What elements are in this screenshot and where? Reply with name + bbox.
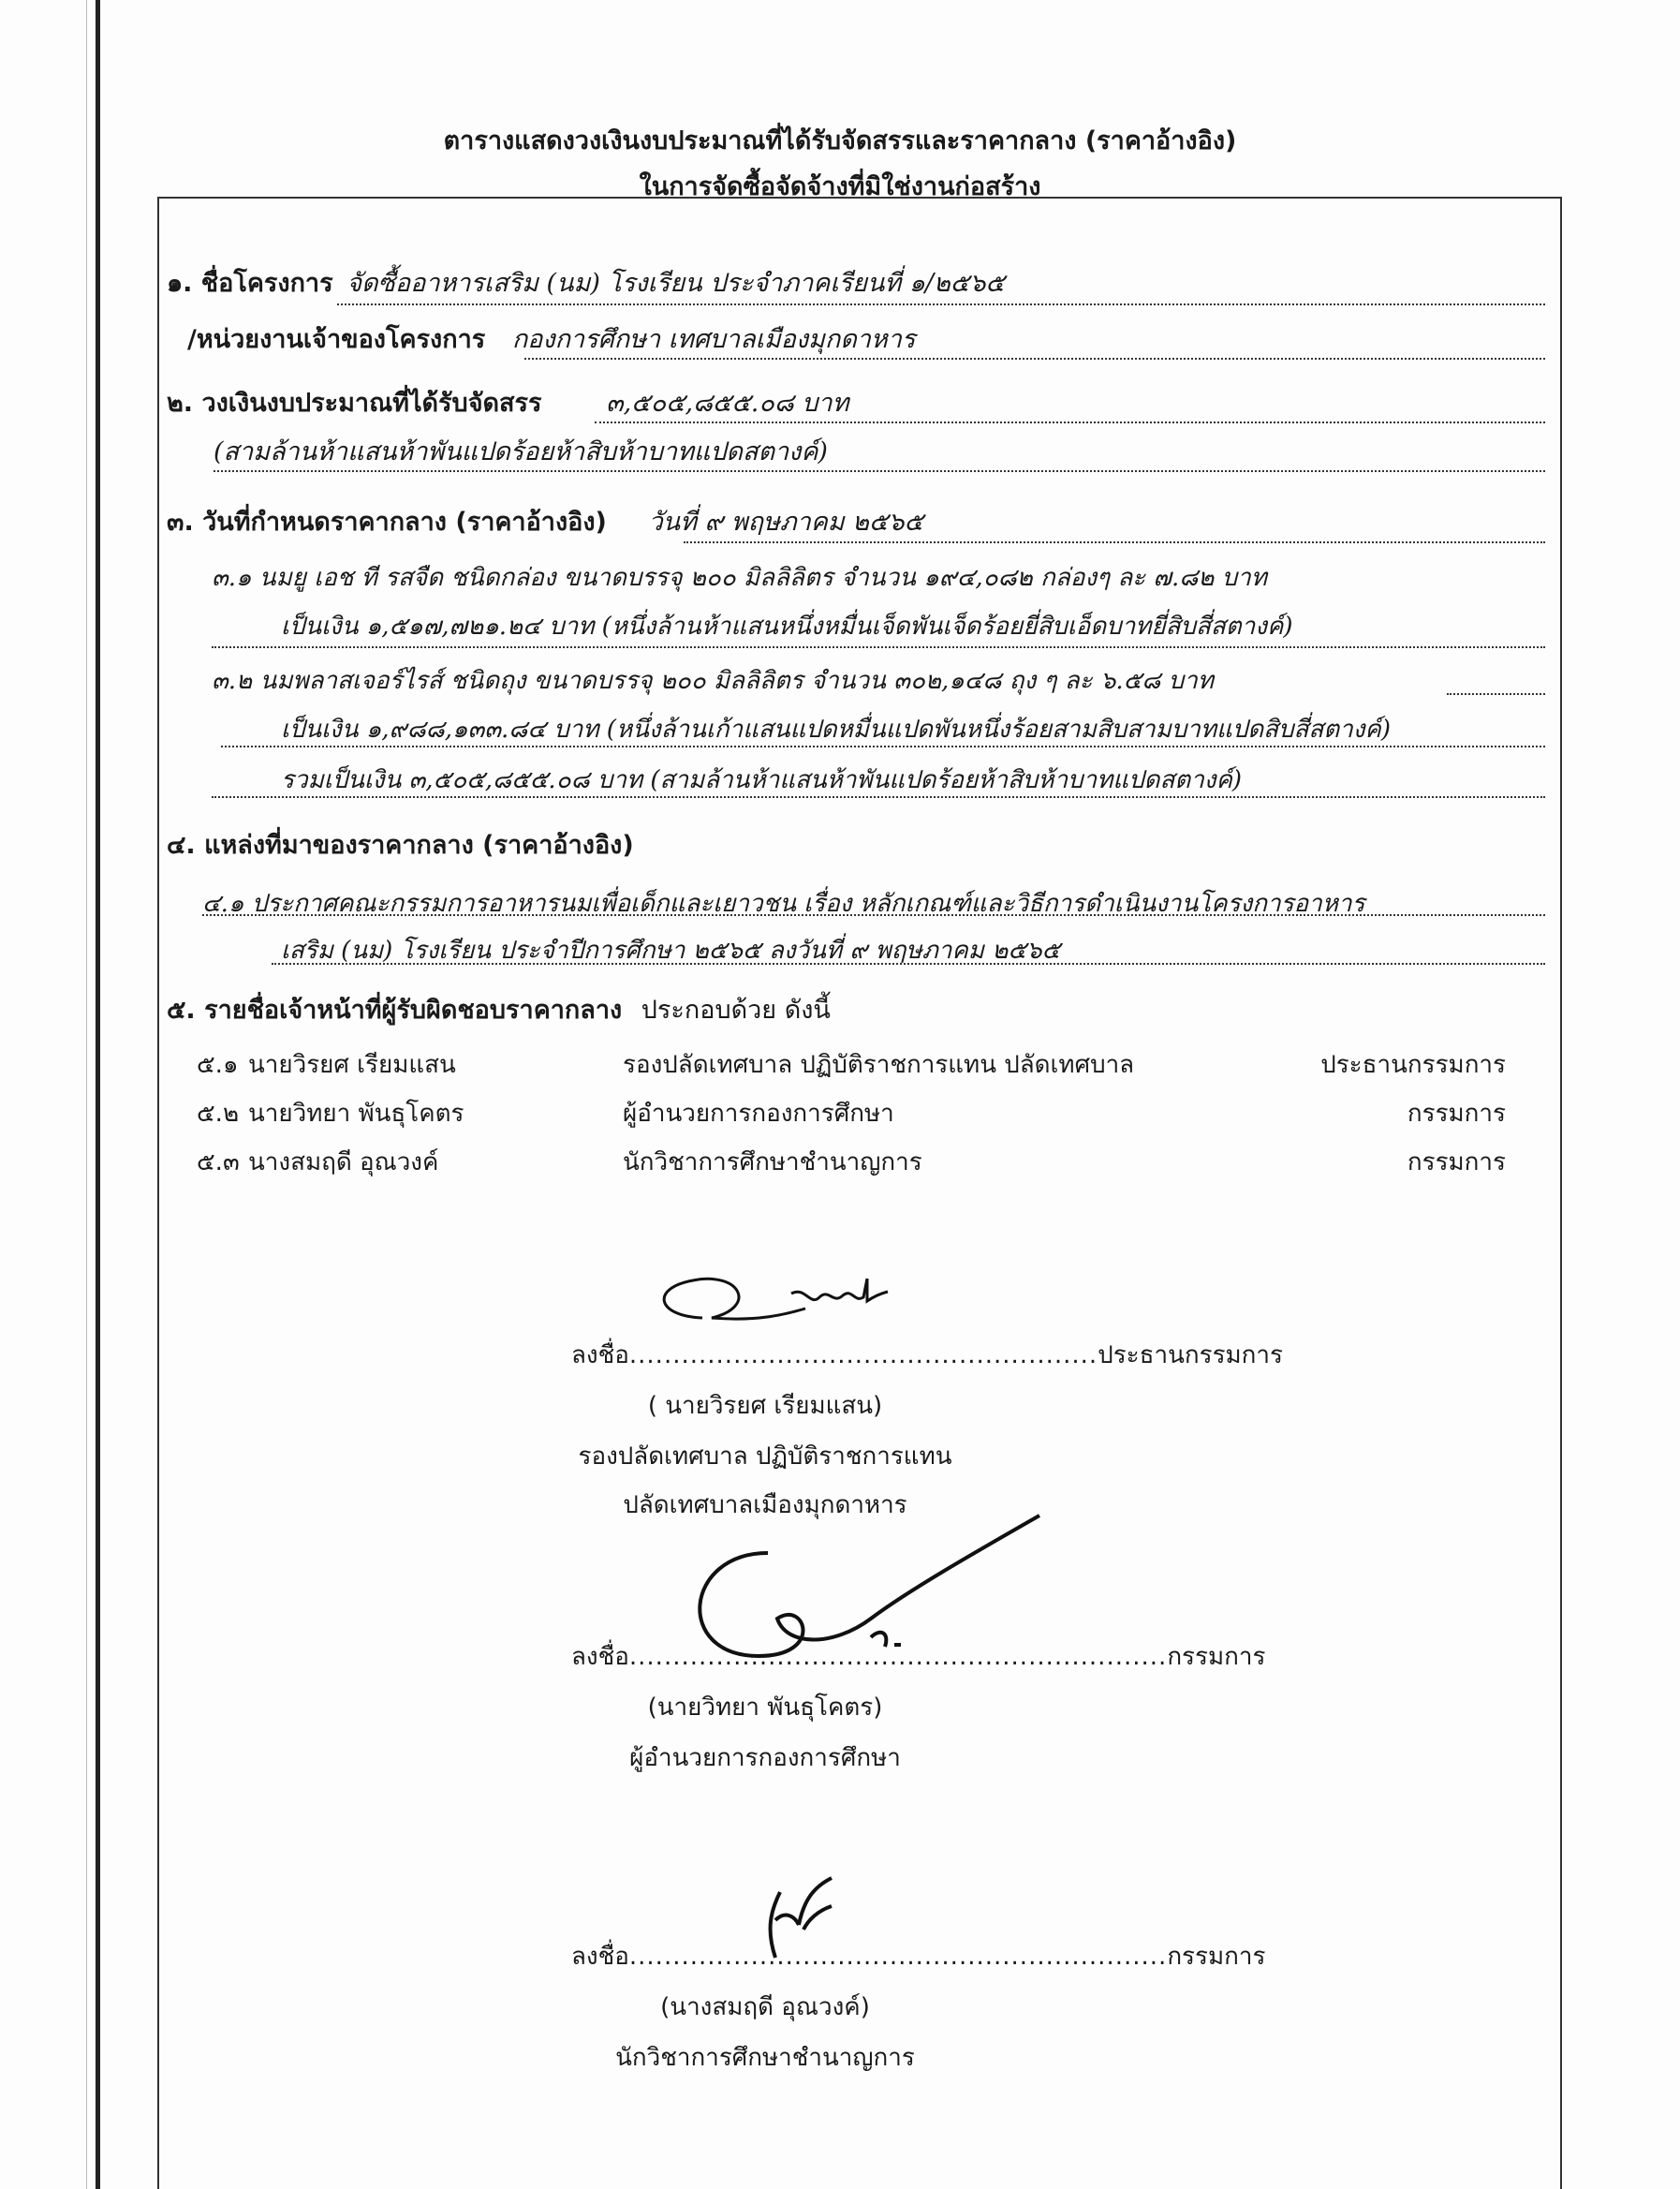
section-5-officials — [167, 989, 831, 1029]
dotted-line — [1447, 693, 1545, 695]
member-1-name: นายวิรยศ เรียมแสน — [248, 1051, 456, 1079]
sign-label: ลงชื่อ — [571, 1643, 629, 1671]
section-2-budget — [167, 382, 848, 422]
budget-label: ๒. วงเงินงบประมาณที่ได้รับจัดสรร — [167, 389, 542, 418]
binding-line — [96, 0, 100, 2189]
signature-1-role: ประธานกรรมการ — [1098, 1341, 1283, 1369]
reference-date: วันที่ ๙ พฤษภาคม ๒๕๖๕ — [648, 508, 923, 537]
dotted-line — [212, 796, 1545, 798]
signature-1-position-2: ปลัดเทศบาลเมืองมุกดาหาร — [623, 1491, 907, 1519]
sign-label: ลงชื่อ — [571, 1341, 629, 1369]
owner-name: กองการศึกษา เทศบาลเมืองมุกดาหาร — [511, 325, 916, 354]
signature-1-image — [646, 1260, 890, 1344]
source-line1: ๔.๑ ประกาศคณะกรรมการอาหารนมเพื่อเด็กและเยาวชน เรื่อง หลักเกณฑ์และวิธีการดำเนินงานโครงการอาหาร — [202, 890, 1365, 918]
member-2-name: นายวิทยา พันธุโคตร — [248, 1100, 464, 1128]
project-name: จัดซื้ออาหารเสริม (นม) โรงเรียน ประจำภาคเรียนที่ ๑/๒๕๖๕ — [346, 269, 1005, 298]
member-2-num: ๕.๒ — [197, 1100, 240, 1128]
signature-2-line: ลงชื่อ..............................................................กรรมการ — [571, 1643, 1266, 1671]
signature-2-role: กรรมการ — [1167, 1643, 1266, 1671]
signature-3-role: กรรมการ — [1167, 1943, 1266, 1971]
officials-suffix: ประกอบด้วย ดังนี้ — [641, 996, 831, 1025]
signature-1-line: ลงชื่อ......................................................ประธานกรรมการ — [571, 1341, 1283, 1369]
signature-3-name: (นางสมฤดี อุณวงค์) — [660, 1993, 870, 2021]
project-label: ๑. ชื่อโครงการ — [167, 269, 333, 298]
officials-label: ๕. รายชื่อเจ้าหน้าที่ผู้รับผิดชอบราคากลาง — [167, 996, 623, 1025]
dotted-line — [221, 746, 1545, 747]
item-3-2-line2: เป็นเงิน ๑,๙๘๘,๑๓๓.๘๔ บาท (หนึ่งล้านเก้าแสนแปดหมื่นแปดพันหนึ่งร้อยสามสิบสามบาทแปดสิบสี่สตางค์) — [281, 716, 1391, 744]
signature-1-name: ( นายวิรยศ เรียมแสน) — [647, 1392, 883, 1420]
section-4-source: ๔. แหล่งที่มาของราคากลาง (ราคาอ้างอิง) — [167, 831, 634, 860]
section-3-date — [167, 501, 923, 541]
source-line2: เสริม (นม) โรงเรียน ประจำปีการศึกษา ๒๕๖๕ ลงวันที่ ๙ พฤษภาคม ๒๕๖๕ — [281, 937, 1061, 965]
document-title: ตารางแสดงวงเงินงบประมาณที่ได้รับจัดสรรและราคากลาง (ราคาอ้างอิง) — [443, 126, 1237, 155]
member-3-role: กรรมการ — [1407, 1148, 1506, 1176]
owner-label: /หน่วยงานเจ้าของโครงการ — [187, 325, 486, 354]
signature-2-position: ผู้อำนวยการกองการศึกษา — [629, 1744, 901, 1772]
member-3-position: นักวิชาการศึกษาชำนาญการ — [623, 1148, 922, 1176]
frame-left — [157, 197, 159, 2189]
dotted-line — [684, 541, 1545, 543]
date-label: ๓. วันที่กำหนดราคากลาง (ราคาอ้างอิง) — [167, 508, 607, 537]
dotted-line — [272, 963, 1545, 965]
item-3-1-line1: ๓.๑ นมยู เอช ที รสจืด ชนิดกล่อง ขนาดบรรจุ ๒๐๐ มิลลิลิตร จำนวน ๑๙๔,๐๘๒ กล่องๆ ละ ๗.๘๒ บาท — [212, 564, 1267, 592]
section-1-owner — [187, 318, 915, 359]
member-3-name: นางสมฤดี อุณวงค์ — [248, 1148, 439, 1176]
frame-right — [1560, 197, 1562, 2189]
dotted-line — [595, 422, 1545, 423]
signature-3-line: ลงชื่อ..............................................................กรรมการ — [571, 1943, 1266, 1971]
member-1-position: รองปลัดเทศบาล ปฏิบัติราชการแทน ปลัดเทศบาล — [623, 1051, 1135, 1079]
budget-words: (สามล้านห้าแสนห้าพันแปดร้อยห้าสิบห้าบาทแปดสตางค์) — [214, 437, 828, 466]
signature-2-name: (นายวิทยา พันธุโคตร) — [647, 1694, 883, 1722]
dotted-line — [337, 303, 1545, 305]
signature-3-position: นักวิชาการศึกษาชำนาญการ — [615, 2044, 915, 2072]
signature-1-position-1: รองปลัดเทศบาล ปฏิบัติราชการแทน — [578, 1442, 952, 1471]
budget-amount: ๓,๕๐๕,๘๕๕.๐๘ บาท — [606, 389, 849, 418]
sign-label: ลงชื่อ — [571, 1943, 629, 1971]
member-2-role: กรรมการ — [1407, 1100, 1506, 1128]
item-3-2-line1: ๓.๒ นมพลาสเจอร์ไรส์ ชนิดถุง ขนาดบรรจุ ๒๐๐ มิลลิลิตร จำนวน ๓๐๒,๑๔๘ ถุง ๆ ละ ๖.๕๘ บาท — [212, 667, 1214, 695]
item-3-1-line2: เป็นเงิน ๑,๕๑๗,๗๒๑.๒๔ บาท (หนึ่งล้านห้าแสนหนึ่งหมื่นเจ็ดพันเจ็ดร้อยยี่สิบเอ็ดบาทยี่สิบสี่สตางค์) — [281, 613, 1293, 641]
document-subtitle: ในการจัดซื้อจัดจ้างที่มิใช่งานก่อสร้าง — [639, 172, 1041, 201]
dotted-line — [214, 470, 1545, 472]
dotted-line — [202, 914, 1545, 916]
dotted-line — [524, 358, 1545, 360]
total-amount: รวมเป็นเงิน ๓,๕๐๕,๘๕๕.๐๘ บาท (สามล้านห้าแสนห้าพันแปดร้อยห้าสิบห้าบาทแปดสตางค์) — [281, 766, 1243, 794]
member-2-position: ผู้อำนวยการกองการศึกษา — [623, 1100, 894, 1128]
member-3-num: ๕.๓ — [197, 1148, 240, 1176]
binding-edge — [86, 0, 87, 2189]
member-1-role: ประธานกรรมการ — [1320, 1051, 1506, 1079]
dotted-line — [212, 646, 1545, 648]
member-1-num: ๕.๑ — [197, 1051, 239, 1079]
section-1-project — [167, 262, 1005, 303]
